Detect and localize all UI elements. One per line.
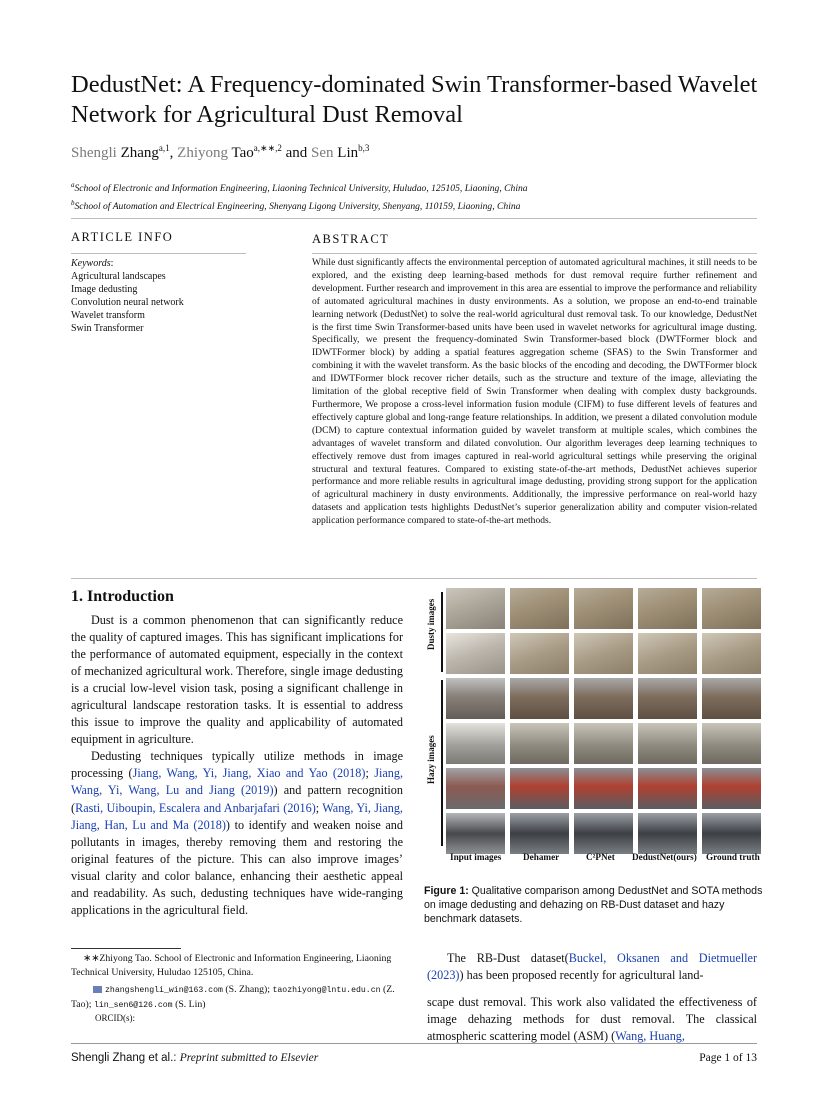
email-link[interactable]: taozhiyong@lntu.edu.cn xyxy=(272,986,381,995)
citation-link[interactable]: Wang, Huang, xyxy=(615,1029,685,1044)
dusty-group-brace xyxy=(441,592,443,672)
email-link[interactable]: lin_sen6@126.com xyxy=(93,1000,173,1010)
column-label: DedustNet(ours) xyxy=(632,852,697,862)
caption-label: Figure 1: xyxy=(424,885,469,897)
figure-image xyxy=(638,723,697,764)
text-run: ) to identify and weaken noise and pollutants in images, thereby removing them and restoring the original features of the picture. This can also improve images’ visual clarity and color balance, enhancing their aesthetic appeal and readability. As such, dedusting techniques have wide-ranging applications in the agricultural field. xyxy=(71,817,403,917)
figure-image xyxy=(510,723,569,764)
right-column-paragraph-2 xyxy=(427,994,757,1045)
figure-image xyxy=(702,633,761,674)
article-info-heading: ARTICLE INFO xyxy=(71,230,174,244)
figure-image xyxy=(446,813,505,854)
affiliation-b xyxy=(71,196,528,214)
abstract-rule xyxy=(312,253,757,254)
column-label: Input images xyxy=(450,852,502,862)
keyword: Convolution neural network xyxy=(71,297,184,308)
footer-authors: Shengli Zhang et al.: xyxy=(71,1052,177,1064)
author-last-name: Tao xyxy=(231,145,254,161)
author-list xyxy=(71,143,369,162)
page-number: Page 1 of 13 xyxy=(699,1052,757,1064)
email-link[interactable]: zhangshengli_win@163.com xyxy=(105,986,223,995)
footer-venue: Preprint submitted to Elsevier xyxy=(179,1052,319,1064)
author-last-name: Lin xyxy=(337,145,359,161)
author-affil-sup: a,∗∗,2 xyxy=(253,143,282,153)
figure-image xyxy=(702,678,761,719)
footer-divider xyxy=(71,1043,757,1044)
affiliation-a xyxy=(71,178,528,196)
email-icon xyxy=(93,986,102,993)
author-first-name: Shengli xyxy=(71,145,117,161)
affiliation-text: School of Electronic and Information Engineering, Liaoning Technical University, Huludao, 125105, Liaoning, China xyxy=(74,183,528,195)
figure-image xyxy=(702,768,761,809)
abstract-bottom-divider xyxy=(71,578,757,579)
figure-image xyxy=(574,678,633,719)
figure-image xyxy=(510,768,569,809)
figure-image xyxy=(638,678,697,719)
affiliation-sup: b xyxy=(71,199,75,208)
figure-image xyxy=(446,678,505,719)
figure-image xyxy=(510,678,569,719)
figure-image xyxy=(574,723,633,764)
affiliation-sup: a xyxy=(71,181,75,189)
figure-image xyxy=(574,813,633,854)
text-run: ) has been proposed recently for agricultural land- xyxy=(459,968,704,983)
figure-image xyxy=(446,723,505,764)
figure-image xyxy=(702,813,761,854)
abstract-text: While dust significantly affects the environmental perception of automated agricultural machines, it still needs to be explored, and the existing deep learning-based methods for dust removal require further refinement and development. Further research and improvement in this area are essential to improve the performance and reliability of automated agricultural machines in dusty environments. As a solution, we propose an end-to-end trainable learning network (DedustNet) to solve the real-world agricultural dust removal task. To our knowledge, DedustNet is the first time Swin Transformer-based units have been used in wavelet networks for agricultural image dusting. Specifically, we present the frequency-dominated Swin Transformer-based block (DWTFormer block and IDWTFormer block) by adding a spatial features aggregation scheme (SFAS) to the Swin Transformer and combining it with the wavelet transform. As the basic blocks of the encoding and decoding, the DWTFormer block and IDWTFormer block recover richer details, such as the structure and texture of the image, alleviating the limitation of the global receptive field of Swin Transformer when dealing with complex dusty backgrounds. Furthermore, We propose a cross-level information fusion module (CIFM) to fuse different levels of features and effectively capture global and long-range feature relationships. In addition, we present a dilated convolution module (DCM) to capture contextual information guided by wavelet transform at multiple scales, which combines the advantages of wavelet transform and dilated convolution. Our algorithm leverages deep learning techniques to effectively remove dust from images captured in real-world agricultural settings while preserving the original structural and textural features. Compared to existing state-of-the-art methods, DedustNet achieves superior performance and more reliable results in agricultural image dedusting, providing strong support for the application of agricultural machinery in dusty environments. Additionally, the impressive performance on real-world hazy datasets and application tests highlights DedustNet’s superior generalization ability and computer vision-related application performance compared to state-of-the-art methods. xyxy=(312,257,757,527)
figure-caption xyxy=(424,884,764,927)
figure-image xyxy=(638,633,697,674)
citation-link[interactable]: Rasti, Uiboupin, Escalera and Anbarjafari (2016) xyxy=(75,800,316,815)
author-separator: , xyxy=(169,145,178,161)
figure-image xyxy=(510,588,569,629)
author-separator: and xyxy=(281,145,312,161)
figure-image xyxy=(446,633,505,674)
comparison-image-grid xyxy=(446,588,763,854)
abstract-heading: ABSTRACT xyxy=(312,232,390,246)
text-run: scape dust removal. This work also validated the effectiveness of image dehazing methods for dust removal. The classical atmospheric scattering model (ASM) ( xyxy=(427,995,757,1044)
keyword: Wavelet transform xyxy=(71,310,145,321)
figure-image xyxy=(638,768,697,809)
figure-image xyxy=(446,768,505,809)
right-column-paragraph-1 xyxy=(427,950,757,984)
caption-text: Qualitative comparison among DedustNet and SOTA methods on image dedusting and dehazing on RB-Dust dataset and hazy benchmark datasets. xyxy=(424,885,763,926)
column-label: Dehamer xyxy=(523,852,560,862)
column-label: Ground truth xyxy=(706,852,760,862)
figure-image xyxy=(510,813,569,854)
author-last-name: Zhang xyxy=(120,145,159,161)
citation-link[interactable]: Jiang, Wang, Yi, Wang, Lu and Jiang (2019) xyxy=(71,766,404,798)
page-footer xyxy=(71,1052,757,1064)
section-heading-introduction: 1. Introduction xyxy=(71,588,174,605)
affiliation-text: School of Automation and Electrical Engineering, Shenyang Ligong University, Shenyang, 110159, Liaoning, China xyxy=(74,201,521,213)
keyword: Agricultural landscapes xyxy=(71,271,166,282)
citation-link[interactable]: Buckel, Oksanen and Dietmueller (2023) xyxy=(427,951,757,983)
keyword: Swin Transformer xyxy=(71,323,144,334)
figure-image xyxy=(638,588,697,629)
figure-image xyxy=(574,633,633,674)
paper-title: DedustNet: A Frequency-dominated Swin Transformer-based Wavelet Network for Agricultural Dust Removal xyxy=(71,71,758,128)
figure-image xyxy=(702,588,761,629)
text-run: The RB-Dust dataset( xyxy=(447,951,569,965)
intro-paragraph-2 xyxy=(71,748,403,918)
email-owner: (S. Zhang); xyxy=(225,984,270,995)
introduction-text xyxy=(71,612,403,919)
citation-link[interactable]: Jiang, Wang, Yi, Jiang, Xiao and Yao (2018) xyxy=(132,766,366,781)
keyword: Image dedusting xyxy=(71,284,138,295)
figure-image xyxy=(446,588,505,629)
keywords-block: Keywords: Agricultural landscapes Image dedusting Convolution neural network Wavelet transform Swin Transformer xyxy=(71,257,246,335)
figure-image xyxy=(702,723,761,764)
text-run: Dedusting techniques typically utilize methods in image processing ( xyxy=(71,749,403,781)
column-label: C²PNet xyxy=(586,852,615,862)
text-run: ; xyxy=(365,766,375,781)
intro-paragraph-1: Dust is a common phenomenon that can significantly reduce the quality of captured images. This has significant implications for the performance of automated equipment, especially in the context of mechanized agricultural work. Therefore, single image dedusting is a crucial low-level vision task, posing a significant challenge in agricultural landscape restoration tasks. It is essential to address this issue to improve the quality and applicability of automated equipment in agriculture. xyxy=(71,613,403,747)
hazy-images-label: Hazy images xyxy=(426,735,436,784)
article-info-rule xyxy=(71,253,246,254)
figure-1 xyxy=(424,588,764,864)
citation-link[interactable]: Wang, Yi, Jiang, Jiang, Han, Lu and Ma (2018) xyxy=(71,800,403,832)
footnote-rule xyxy=(71,948,181,949)
keywords-label: Keywords xyxy=(71,258,111,269)
figure-image xyxy=(510,633,569,674)
dusty-images-label: Dusty images xyxy=(426,598,436,650)
author-affil-sup: b,3 xyxy=(358,143,370,153)
text-run: ; xyxy=(315,800,323,815)
hazy-group-brace xyxy=(441,680,443,846)
affiliations xyxy=(71,178,528,214)
email-owner: (S. Lin) xyxy=(175,998,206,1010)
footnotes xyxy=(71,952,403,1026)
orcid-label: ORCID(s): xyxy=(95,1013,135,1023)
figure-image xyxy=(638,813,697,854)
figure-image xyxy=(574,768,633,809)
author-first-name: Zhiyong xyxy=(177,145,229,161)
email-owner: (Z. Tao); xyxy=(71,984,395,1010)
corresponding-author-note: ∗∗Zhiyong Tao. School of Electronic and Information Engineering, Liaoning Technical University, Huludao 125105, China. xyxy=(71,953,392,978)
text-run: ) and pattern recognition ( xyxy=(71,783,403,815)
figure-image xyxy=(574,588,633,629)
author-first-name: Sen xyxy=(311,145,334,161)
header-divider xyxy=(71,218,757,219)
author-affil-sup: a,1 xyxy=(158,143,170,153)
